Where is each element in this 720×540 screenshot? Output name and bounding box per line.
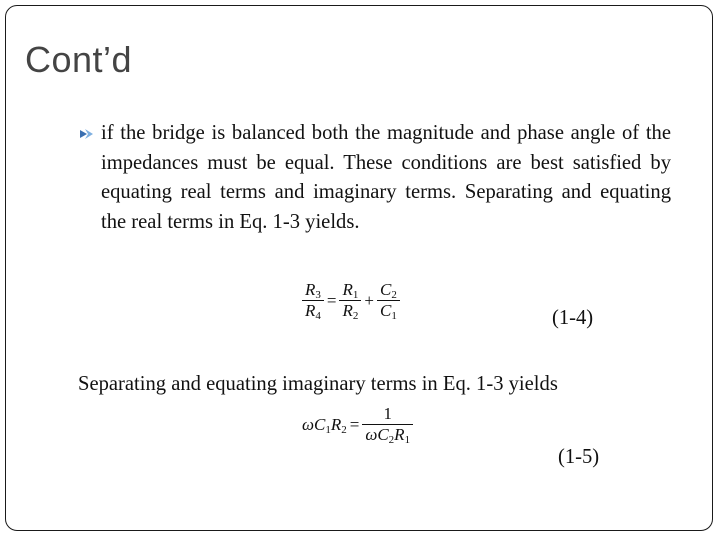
equation-1-4 bbox=[302, 280, 400, 321]
equation-label-1-5: (1-5) bbox=[558, 446, 600, 468]
slide-title: Cont’d bbox=[25, 39, 133, 80]
imaginary-terms-text: Separating and equating imaginary terms in Eq. 1-3 yields bbox=[78, 373, 558, 395]
slide-frame bbox=[5, 5, 713, 531]
equals-sign: = bbox=[326, 290, 337, 310]
fraction-one-over-wc2r1: $\frac{1}{\omega C_2R_1}$ bbox=[362, 404, 413, 445]
fraction-c2-c1: $\frac{C_2}{C_1}$ bbox=[377, 280, 400, 321]
fraction-r1-r2: $\frac{R_1}{R_2}$ bbox=[339, 280, 361, 321]
plus-sign: + bbox=[364, 290, 374, 310]
fraction-r3-r4: $\frac{R_3}{R_4}$ bbox=[302, 280, 324, 321]
bullet-arrow-icon bbox=[79, 128, 94, 140]
bullet-paragraph: if the bridge is balanced both the magnitude and phase angle of the impedances must be equal. These conditions are best satisfied by equating real terms and imaginary terms. Separating and equating the real terms in Eq. 1-3 yields. bbox=[101, 122, 671, 233]
equation-lhs: $\omega C_1R_2$ bbox=[302, 414, 347, 436]
equals-sign: = bbox=[349, 414, 360, 434]
equation-label-1-4: (1-4) bbox=[552, 307, 594, 329]
equation-1-5 bbox=[302, 404, 413, 445]
